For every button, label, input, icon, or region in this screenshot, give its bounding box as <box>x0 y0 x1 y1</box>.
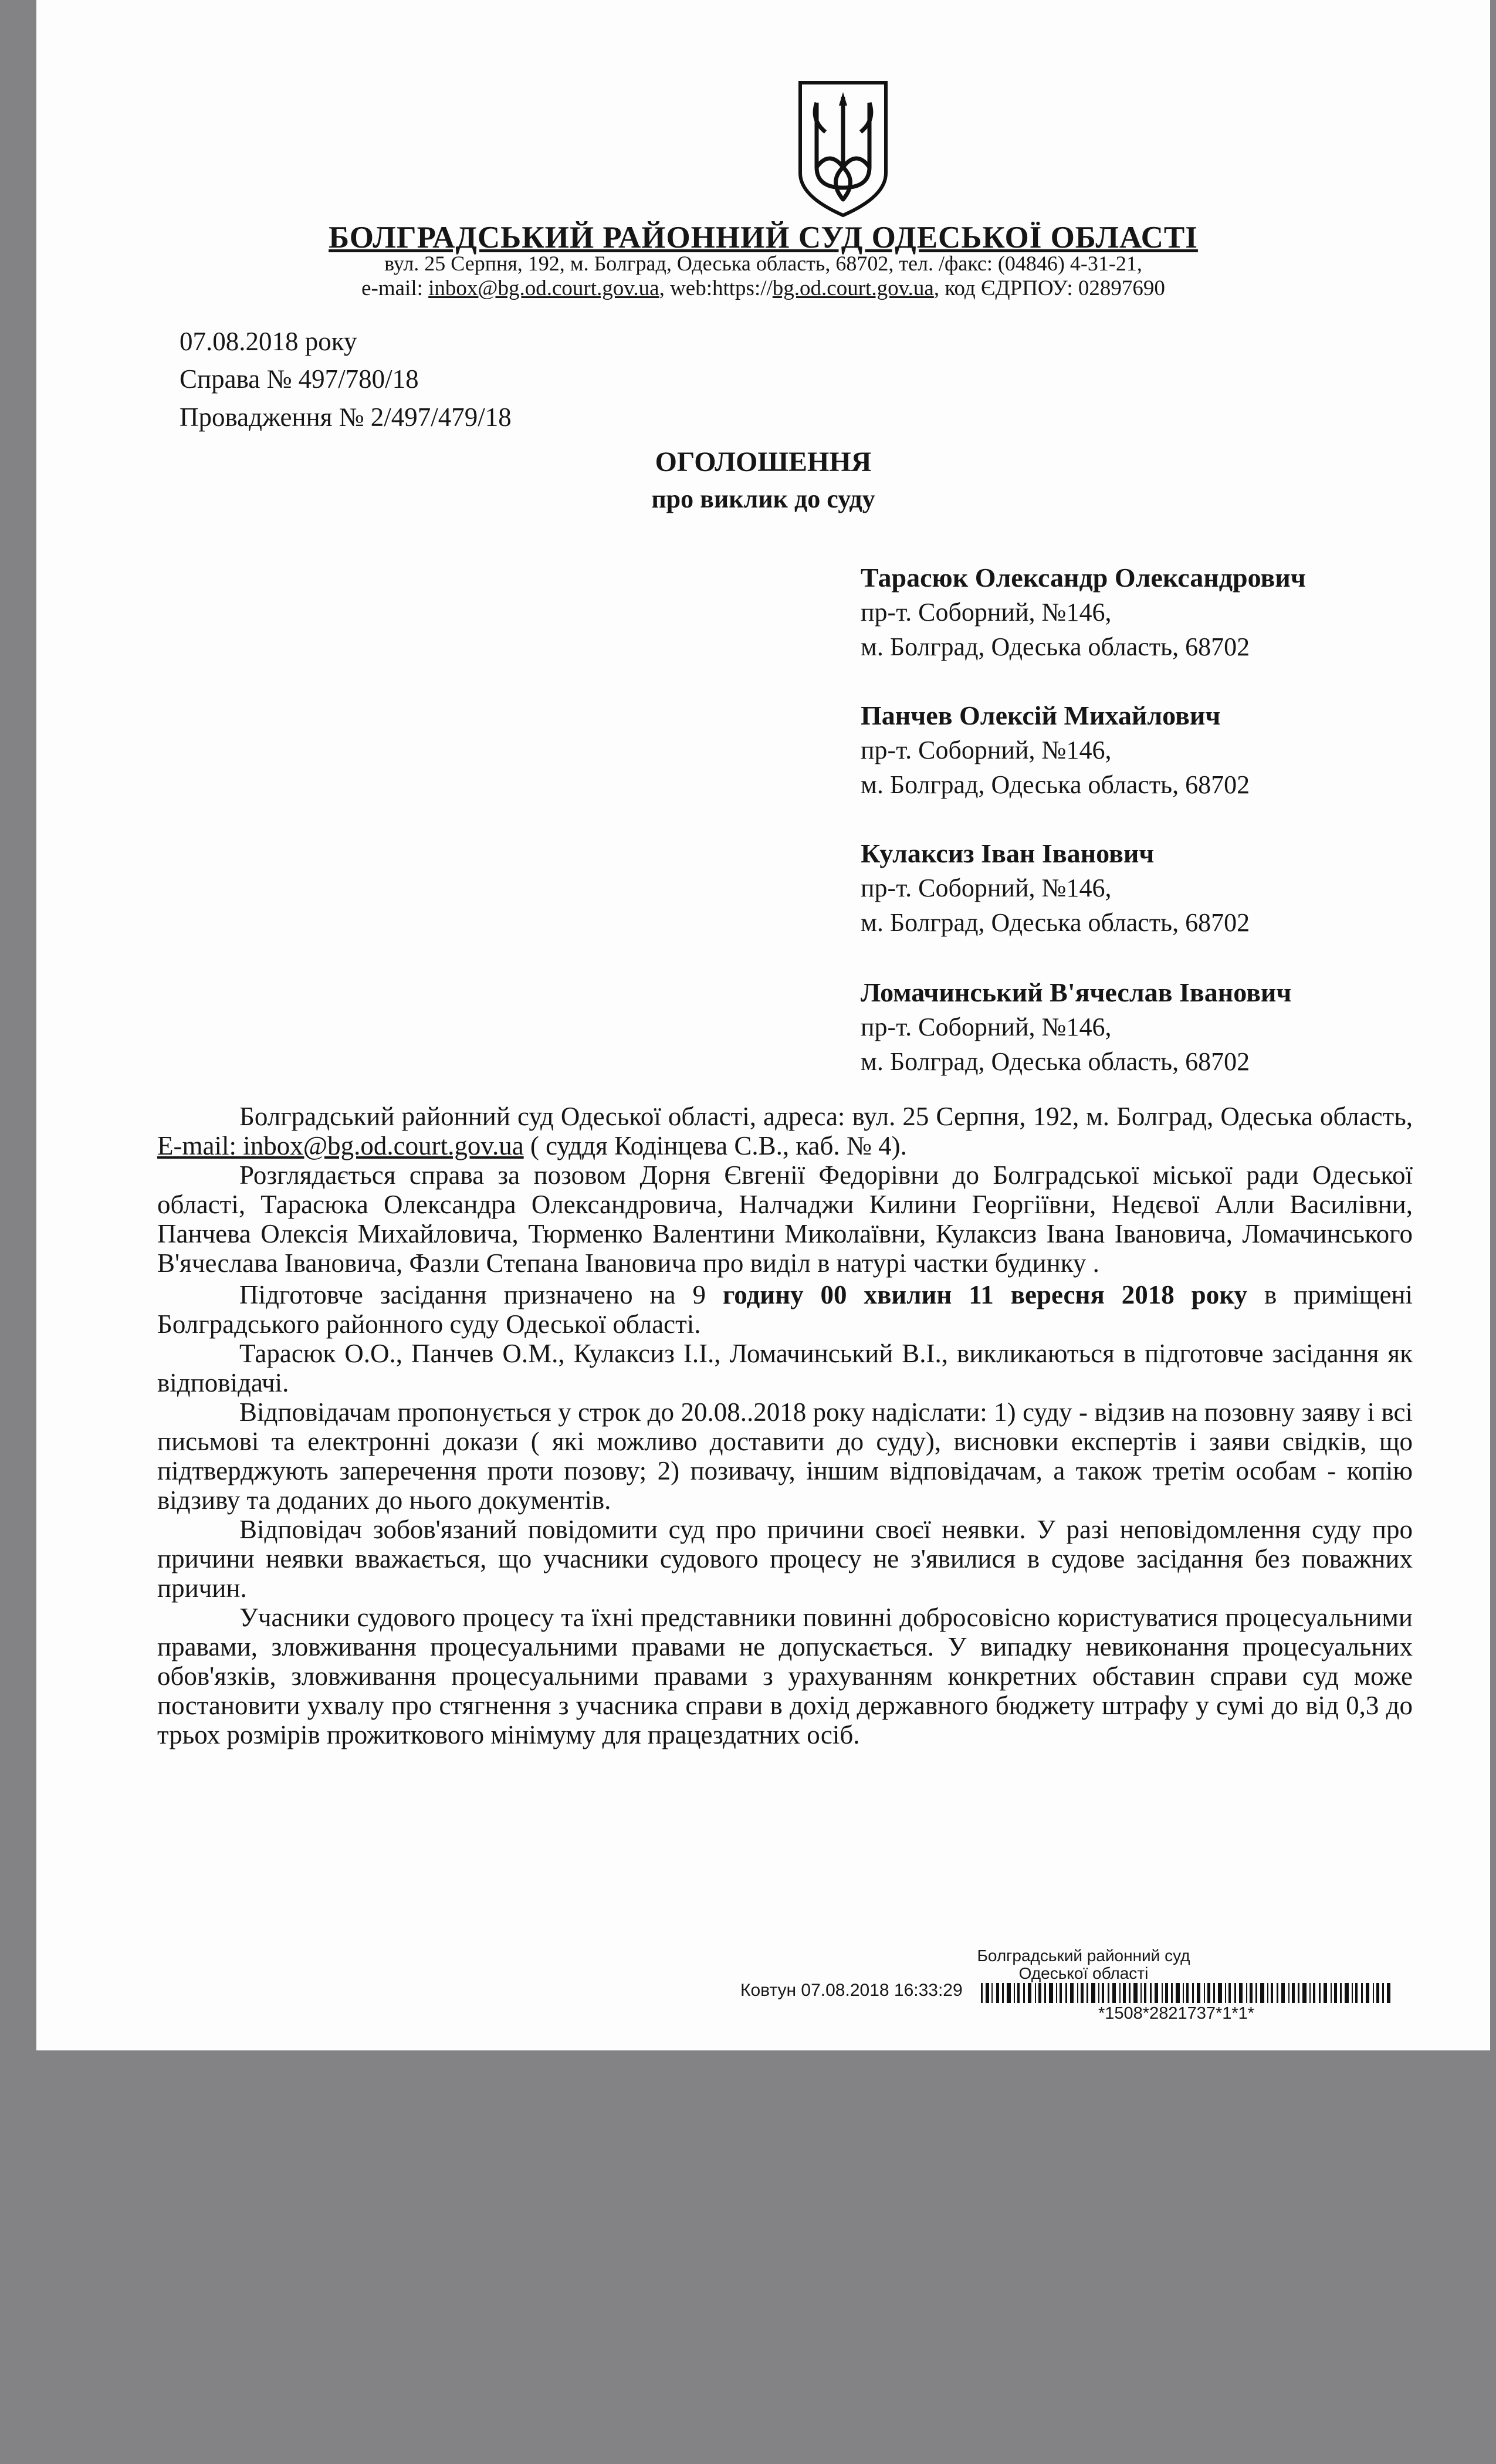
paragraph-obligation: Відповідач зобов'язаний повідомити суд про причини своєї неявки. У разі неповідомлення суду про причини неявки вважається, що учасники судового процесу не з'явилися в судове засідання без поважних причин. <box>157 1515 1413 1603</box>
recipient-street: пр-т. Соборний, №146, <box>861 736 1112 764</box>
trident-emblem-icon <box>793 79 893 220</box>
body-email-link[interactable]: E-mail: inbox@bg.od.court.gov.ua <box>157 1131 524 1160</box>
edrpou-code: , код ЄДРПОУ: 02897690 <box>933 276 1165 300</box>
paragraph-rights: Учасники судового процесу та їхні представники повинні добросовісно користуватися процесуальними правами, зловживання процесуальними правами не допускається. У випадку невиконання процесуальних обов'язків, зловживання процесуальними правами з урахуванням конкретних обставин справи суд може постановити ухвалу про стягнення з учасника справи в дохід державного бюджету штрафу у сумі до від 0,3 до трьох розмірів прожиткового мінімуму для працездатних осіб. <box>157 1603 1413 1749</box>
recipient-block <box>861 975 1291 1079</box>
paragraph-summoned: Тарасюк О.О., Панчев О.М., Кулаксиз І.І., Ломачинський В.І., викликаються в підготовче засідання як відповідачі. <box>157 1339 1413 1397</box>
recipient-street: пр-т. Соборний, №146, <box>861 1013 1112 1041</box>
document-date: 07.08.2018 року <box>180 327 357 356</box>
announcement-subtitle: про виклик до суду <box>651 485 875 513</box>
proceeding-number: Провадження № 2/497/479/18 <box>180 402 512 432</box>
recipient-name: Тарасюк Олександр Олександрович <box>861 563 1306 593</box>
paragraph-deadline: Відповідачам пропонується у строк до 20.08..2018 року надіслати: 1) суду - відзив на позовну заяву і всі письмові та електронні докази ( які можливо доставити до суду), висновки експертів і заяви свідків, що підтверджують заперечення проти позову; 2) позивачу, іншим відповідачам, а також третім особам - копію відзиву та доданих до нього документів. <box>157 1397 1413 1515</box>
recipient-block <box>861 560 1306 664</box>
email-prefix: e-mail: <box>361 276 429 300</box>
web-prefix: , web:https:// <box>659 276 773 300</box>
hearing-text: Підготовче засідання призначено на 9 <box>239 1280 723 1309</box>
stamp-signer: Ковтун 07.08.2018 16:33:29 <box>740 1981 963 2000</box>
court-website-link[interactable]: bg.od.court.gov.ua <box>772 276 934 300</box>
hearing-datetime: годину 00 хвилин 11 вересня 2018 року <box>722 1280 1248 1309</box>
court-name: БОЛГРАДСЬКИЙ РАЙОННИЙ СУД ОДЕСЬКОЇ ОБЛАСТІ <box>329 221 1198 255</box>
announcement-title: ОГОЛОШЕННЯ <box>655 446 872 478</box>
recipient-block <box>861 698 1250 802</box>
recipient-city: м. Болград, Одеська область, 68702 <box>861 632 1250 661</box>
document-page <box>36 0 1490 2050</box>
recipient-block <box>861 836 1250 940</box>
court-info-text: Болградський районний суд Одеської області, адреса: вул. 25 Серпня, 192, м. Болград, Одеська область, <box>239 1102 1413 1131</box>
recipient-name: Кулаксиз Іван Іванович <box>861 838 1155 868</box>
paragraph-case: Розглядається справа за позовом Дорня Євгенії Федорівни до Болградської міської ради Одеської області, Тарасюка Олександра Олександровича, Налчаджи Килини Георгіївни, Недєвої Алли Василівни, Панчева Олексія Михайловича, Тюрменко Валентини Миколаївни, Кулаксиз Івана Івановича, Ломачинського В'ячеслава Івановича, Фазли Степана Івановича про виділ в натурі частки будинку . <box>157 1160 1413 1278</box>
announcement-body <box>157 1102 1413 1749</box>
recipient-street: пр-т. Соборний, №146, <box>861 598 1112 627</box>
barcode-number: *1508*2821737*1*1* <box>1098 2004 1255 2023</box>
hearing-place: в приміщені Болградського районного суду Одеської області. <box>157 1280 1413 1339</box>
recipient-city: м. Болград, Одеська область, 68702 <box>861 1047 1250 1076</box>
recipient-street: пр-т. Соборний, №146, <box>861 874 1112 902</box>
paragraph-hearing <box>157 1280 1413 1339</box>
case-number: Справа № 497/780/18 <box>180 364 419 394</box>
recipient-city: м. Болград, Одеська область, 68702 <box>861 908 1250 937</box>
court-email-link[interactable]: inbox@bg.od.court.gov.ua <box>428 276 659 300</box>
barcode-icon <box>981 1983 1392 2003</box>
judge-info-text: ( суддя Кодінцева С.В., каб. № 4). <box>523 1131 907 1160</box>
paragraph-court-info <box>157 1102 1413 1160</box>
stamp-court-line1: Болградський районний суд <box>977 1947 1190 1965</box>
recipient-name: Ломачинський В'ячеслав Іванович <box>861 977 1292 1007</box>
court-contacts <box>36 276 1490 301</box>
recipient-name: Панчев Олексій Михайлович <box>861 700 1221 730</box>
court-address: вул. 25 Серпня, 192, м. Болград, Одеська область, 68702, тел. /факс: (04846) 4-31-21, <box>384 252 1142 275</box>
recipient-city: м. Болград, Одеська область, 68702 <box>861 770 1250 799</box>
stamp-court-line2: Одеської області <box>1018 1964 1149 1982</box>
